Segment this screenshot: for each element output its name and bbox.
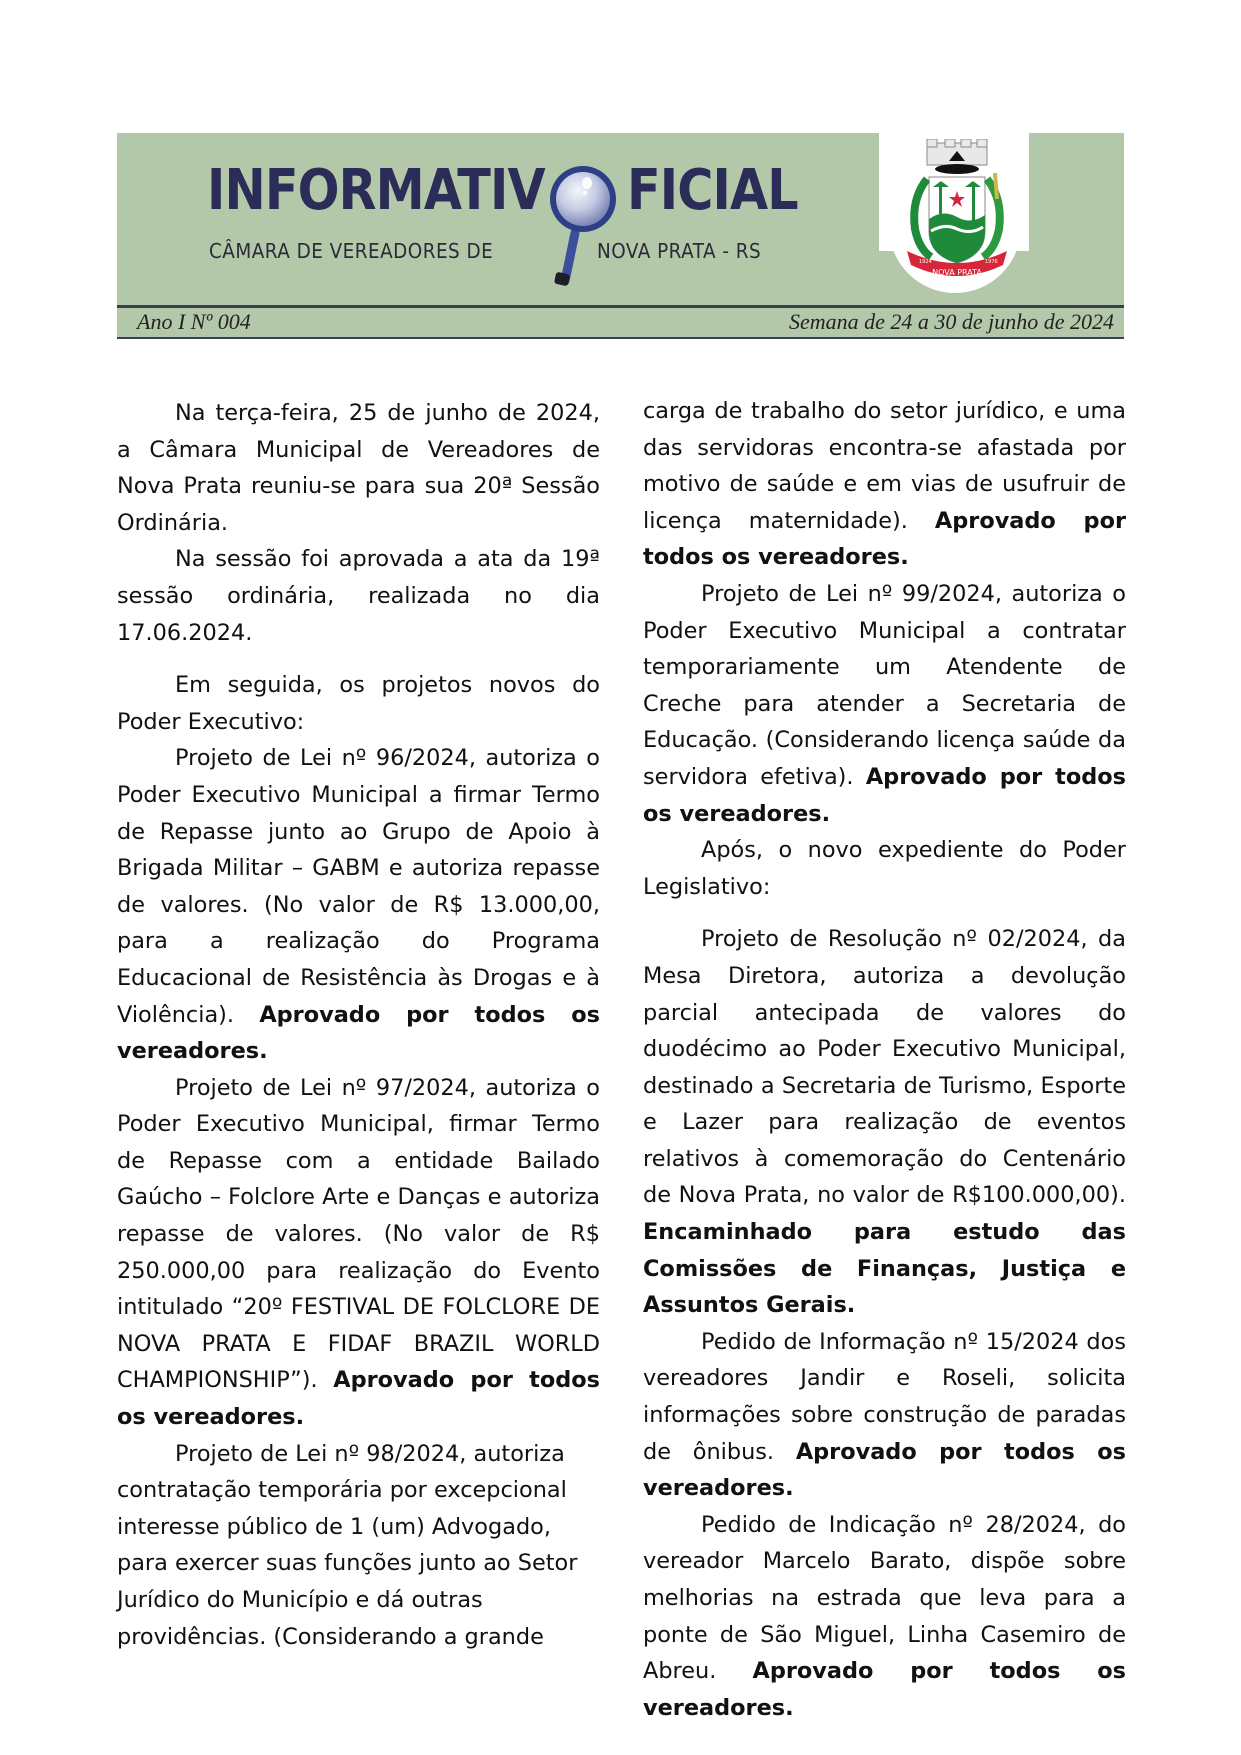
issue-number: Ano I Nº 004	[137, 309, 251, 334]
issue-week: Semana de 24 a 30 de junho de 2024	[788, 309, 1114, 334]
paragraph-executive-projects-intro: Em seguida, os projetos novos do Poder Executivo:	[117, 672, 600, 735]
article-column-left	[117, 395, 600, 1655]
pedido-informacao-15-status: Aprovado por todos os vereadores.	[643, 1438, 1126, 1502]
title-right: FICIAL	[627, 158, 798, 223]
projeto-lei-98-text: Projeto de Lei nº 98/2024, autoriza contratação temporária por excepcional interesse público de 1 (um) Advogado, para exercer suas funções junto ao Setor Jurídico do Município e dá outras providências. (Considerando a grande	[117, 1440, 578, 1650]
crest-year-right: 1976	[985, 259, 998, 265]
paragraph-projeto-lei-99	[643, 576, 1126, 832]
subtitle-chamber: CÂMARA DE VEREADORES DE	[209, 239, 494, 263]
article-column-right	[643, 393, 1126, 1726]
projeto-lei-97-status: Aprovado por todos os vereadores.	[117, 1367, 600, 1431]
paragraph-pedido-informacao-15	[643, 1324, 1126, 1507]
paragraph-legislative-intro: Após, o novo expediente do Poder Legislativo:	[643, 837, 1126, 900]
paragraph-projeto-lei-98	[117, 1436, 600, 1656]
projeto-lei-97-text: Projeto de Lei nº 97/2024, autoriza o Poder Executivo Municipal, firmar Termo de Repasse com a entidade Bailado Gaúcho – Folclore Arte e Danças e autoriza repasse de valores. (No valor de R$ 250.000,00 para realização do Evento intitulado “20º FESTIVAL DE FOLCLORE DE NOVA PRATA E FIDAF BRAZIL WORLD CHAMPIONSHIP”).	[117, 1074, 600, 1394]
projeto-lei-99-status: Aprovado por todos os vereadores.	[643, 763, 1126, 827]
crest-ribbon-text: NOVA PRATA	[932, 268, 982, 277]
projeto-resolucao-02-text: Projeto de Resolução nº 02/2024, da Mesa Diretora, autoriza a devolução parcial antecipada de valores do duodécimo ao Poder Executivo Municipal, destinado a Secretaria de Turismo, Esporte e Lazer para realização de eventos relativos à comemoração do Centenário de Nova Prata, no valor de R$100.000,00).	[643, 926, 1126, 1209]
projeto-lei-96-status: Aprovado por todos os vereadores.	[117, 1001, 600, 1065]
paragraph-pedido-indicacao-28	[643, 1507, 1126, 1727]
paragraph-projeto-lei-97	[117, 1070, 600, 1436]
projeto-lei-98-text-continued: carga de trabalho do setor jurídico, e uma das servidoras encontra-se afastada por motivo de saúde e em vias de usufruir de licença maternidade).	[643, 398, 1126, 534]
municipal-crest-icon	[897, 139, 1017, 289]
projeto-lei-99-text: Projeto de Lei nº 99/2024, autoriza o Poder Executivo Municipal a contratar temporariamente um Atendente de Creche para atender a Secretaria de Educação. (Considerando licença saúde da servidora efetiva).	[643, 580, 1126, 790]
pedido-indicacao-28-status: Aprovado por todos os vereadores.	[643, 1658, 1126, 1721]
paragraph-minutes-approval: Na sessão foi aprovada a ata da 19ª sessão ordinária, realizada no dia 17.06.2024.	[117, 546, 600, 646]
masthead-rule-top	[117, 305, 1124, 308]
masthead-top	[117, 133, 1124, 305]
masthead-banner	[117, 133, 1124, 339]
pedido-informacao-15-text: Pedido de Informação nº 15/2024 dos vereadores Jandir e Roseli, solicita informações sobre construção de paradas de ônibus.	[643, 1328, 1126, 1465]
subtitle-city: NOVA PRATA - RS	[597, 239, 762, 263]
magnifying-glass-icon	[537, 161, 629, 289]
paragraph-projeto-resolucao-02	[643, 921, 1126, 1324]
masthead-rule-bottom	[117, 337, 1124, 339]
projeto-resolucao-02-status: Encaminhado para estudo das Comissões de Finanças, Justiça e Assuntos Gerais.	[643, 1219, 1126, 1319]
paragraph-projeto-lei-96	[117, 740, 600, 1069]
paragraph-projeto-lei-98-continued	[643, 393, 1126, 576]
title-left: INFORMATIV	[207, 158, 545, 223]
projeto-lei-96-text: Projeto de Lei nº 96/2024, autoriza o Poder Executivo Municipal a firmar Termo de Repasse junto ao Grupo de Apoio à Brigada Militar – GABM e autoriza repasse de valores. (No valor de R$ 13.000,00, para a realização do Programa Educacional de Resistência às Drogas e à Violência).	[117, 745, 600, 1028]
projeto-lei-98-status: Aprovado por todos os vereadores.	[643, 507, 1126, 571]
publication-title	[117, 133, 877, 243]
pedido-indicacao-28-text: Pedido de Indicação nº 28/2024, do vereador Marcelo Barato, dispõe sobre melhorias na estrada que leva para a ponte de São Miguel, Linha Casemiro de Abreu.	[643, 1511, 1126, 1685]
crest-year-left: 1924	[919, 259, 932, 265]
paragraph-session-intro: Na terça-feira, 25 de junho de 2024, a Câmara Municipal de Vereadores de Nova Prata reuniu-se para sua 20ª Sessão Ordinária.	[117, 400, 600, 536]
